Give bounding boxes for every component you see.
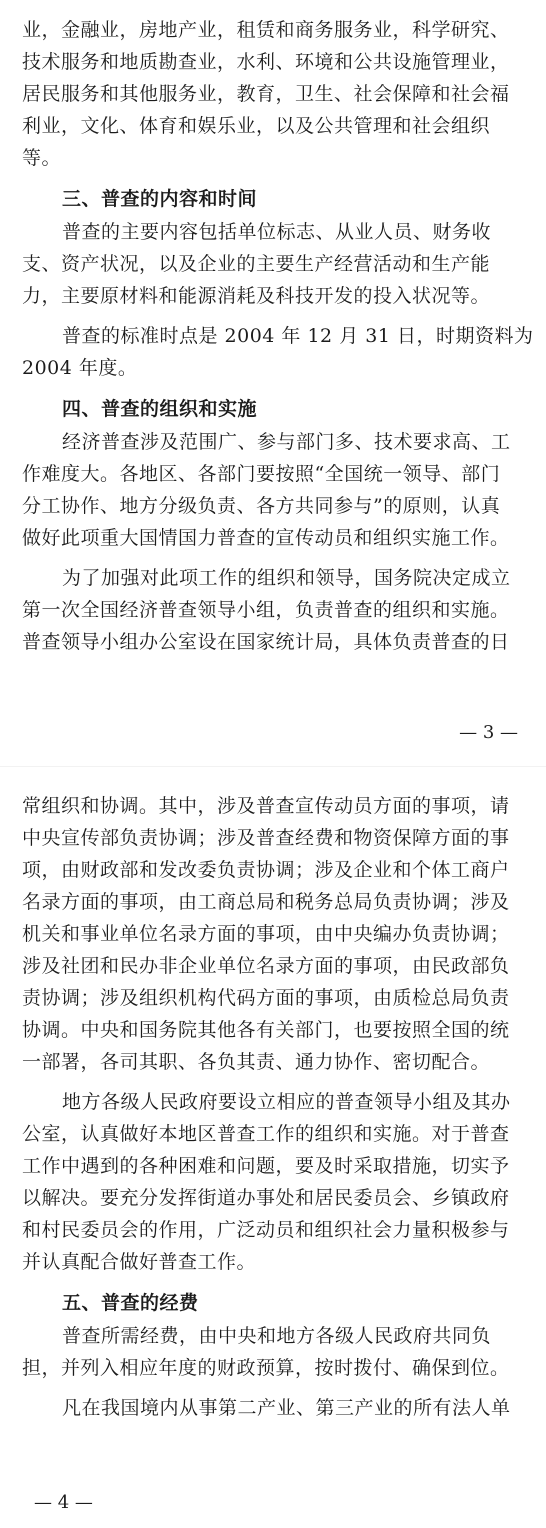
text-line: 普查的主要内容包括单位标志、从业人员、财务收: [62, 221, 492, 243]
page-number: — 4 —: [34, 1492, 93, 1513]
document-page-4: [22, 790, 532, 1424]
text-line: 普查所需经费，由中央和地方各级人民政府共同负: [62, 1325, 492, 1347]
paragraph-local-government: [22, 1086, 532, 1278]
text-line: 协调。中央和国务院其他各有关部门，也要按照全国的统: [22, 1019, 510, 1041]
paragraph-content: [22, 216, 532, 312]
text-line: 一部署，各司其职、各负其责、通力协作、密切配合。: [22, 1051, 491, 1073]
page-divider: [0, 766, 546, 767]
section-heading-4: 四、普查的组织和实施: [62, 398, 258, 420]
paragraph-coordination: [22, 790, 532, 1078]
text-line: 中央宣传部负责协调；涉及普查经费和物资保障方面的事: [22, 827, 510, 849]
page-number: — 3 —: [459, 722, 518, 743]
text-line: 为了加强对此项工作的组织和领导，国务院决定成立: [62, 567, 511, 589]
paragraph-leadership: [22, 562, 532, 658]
text-line: 业，金融业，房地产业，租赁和商务服务业，科学研究、: [22, 19, 510, 41]
text-line: 担，并列入相应年度的财政预算，按时拨付、确保到位。: [22, 1357, 510, 1379]
text-line: 项，由财政部和发改委负责协调；涉及企业和个体工商户: [22, 859, 510, 881]
text-line: 地方各级人民政府要设立相应的普查领导小组及其办: [62, 1091, 511, 1113]
text-line: 经济普查涉及范围广、参与部门多、技术要求高、工: [62, 431, 511, 453]
text-line: 常组织和协调。其中，涉及普查宣传动员方面的事项，请: [22, 795, 510, 817]
text-line: 利业，文化、体育和娱乐业，以及公共管理和社会组织: [22, 115, 491, 137]
section-heading-3: 三、普查的内容和时间: [62, 188, 258, 210]
text-line: 涉及社团和民办非企业单位名录方面的事项，由民政部负: [22, 955, 510, 977]
text-line: 力，主要原材料和能源消耗及科技开发的投入状况等。: [22, 285, 491, 307]
text-line: 作难度大。各地区、各部门要按照“全国统一领导、部门: [22, 463, 501, 485]
text-line: 支、资产状况，以及企业的主要生产经营活动和生产能: [22, 253, 491, 275]
section-heading-5: 五、普查的经费: [62, 1292, 199, 1314]
text-line: 机关和事业单位名录方面的事项，由中央编办负责协调；: [22, 923, 510, 945]
text-line: 技术服务和地质勘查业，水利、环境和公共设施管理业，: [22, 51, 510, 73]
text-line: 责协调；涉及组织机构代码方面的事项，由质检总局负责: [22, 987, 510, 1009]
paragraph-time: [22, 320, 532, 384]
text-line: 分工协作、地方分级负责、各方共同参与”的原则，认真: [22, 495, 501, 517]
paragraph-industries: [22, 14, 532, 174]
text-line: 和村民委员会的作用，广泛动员和组织社会力量积极参与: [22, 1219, 510, 1241]
text-line: 普查的标准时点是 2004 年 12 月 31 日，时期资料为: [62, 325, 534, 347]
text-line: 并认真配合做好普查工作。: [22, 1251, 257, 1273]
text-line: 以解决。要充分发挥街道办事处和居民委员会、乡镇政府: [22, 1187, 510, 1209]
text-line: 工作中遇到的各种困难和问题，要及时采取措施，切实予: [22, 1155, 510, 1177]
text-line: 公室，认真做好本地区普查工作的组织和实施。对于普查: [22, 1123, 510, 1145]
paragraph-legal-entities: [22, 1392, 532, 1424]
text-line: 居民服务和其他服务业，教育，卫生、社会保障和社会福: [22, 83, 510, 105]
paragraph-organization: [22, 426, 532, 554]
paragraph-funding: [22, 1320, 532, 1384]
text-line: 2004 年度。: [22, 357, 138, 379]
text-line: 第一次全国经济普查领导小组，负责普查的组织和实施。: [22, 599, 510, 621]
text-line: 名录方面的事项，由工商总局和税务总局负责协调；涉及: [22, 891, 510, 913]
document-page-3: [22, 14, 532, 658]
text-line: 凡在我国境内从事第二产业、第三产业的所有法人单: [62, 1397, 511, 1419]
text-line: 普查领导小组办公室设在国家统计局，具体负责普查的日: [22, 631, 510, 653]
text-line: 做好此项重大国情国力普查的宣传动员和组织实施工作。: [22, 527, 510, 549]
text-line: 等。: [22, 147, 62, 169]
